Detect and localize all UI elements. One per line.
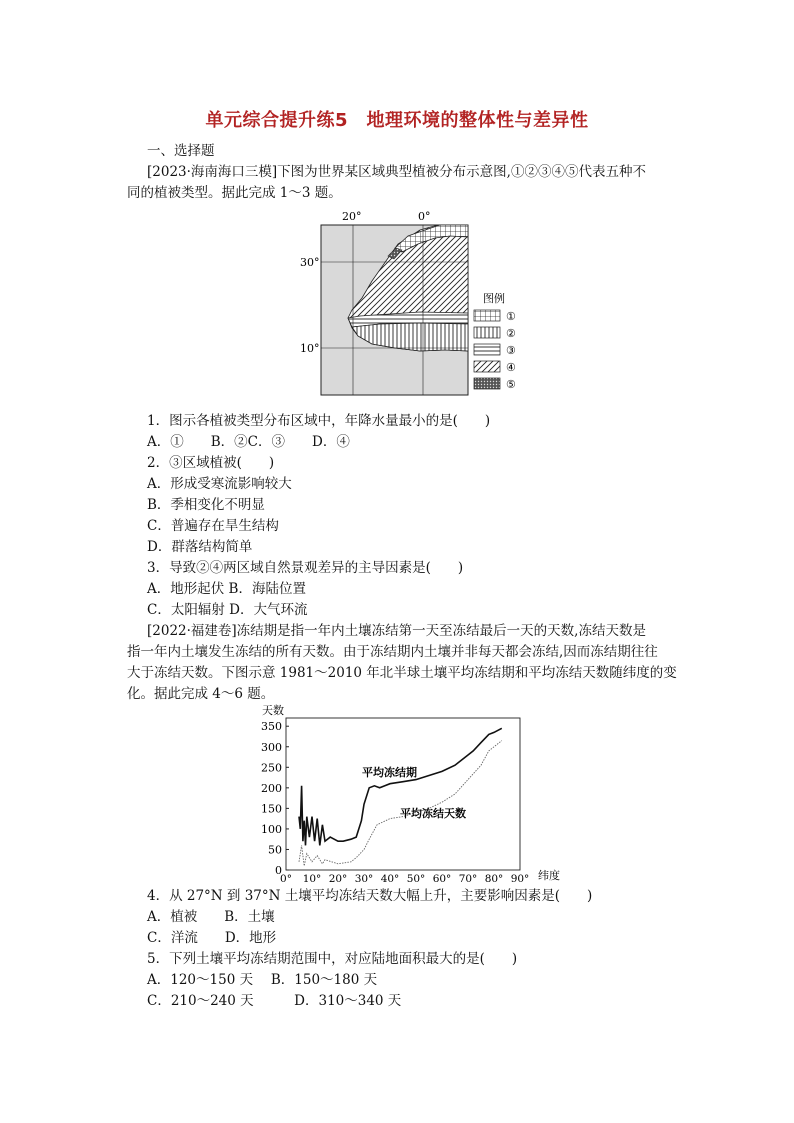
- question-1-options: A．① B．②C．③ D．④: [147, 434, 350, 450]
- x-tick-label: 30°: [354, 873, 374, 885]
- question-5-options-cd: C．210～240 天 D．310～340 天: [147, 993, 402, 1009]
- y-tick-label: 200: [261, 781, 282, 795]
- question-4: 4．从 27°N 到 37°N 土壤平均冻结天数大幅上升，主要影响因素是( ): [147, 888, 593, 904]
- intro-2-line-1: [2022·福建卷]冻结期是指一年内土壤冻结第一天至冻结最后一天的天数,冻结天数是: [147, 623, 646, 639]
- intro-1-line-1: [2023·海南海口三模]下图为世界某区域典型植被分布示意图,①②③④⑤代表五种不: [147, 164, 646, 180]
- lat-label-10: 10°: [300, 342, 320, 355]
- y-tick-label: 50: [268, 843, 282, 857]
- x-tick-label: 70°: [458, 873, 478, 885]
- legend-item-3: ③: [506, 344, 516, 357]
- section-heading: 一、选择题: [147, 143, 215, 159]
- question-5: 5．下列土壤平均冻结期范围中，对应陆地面积最大的是( ): [147, 951, 518, 967]
- y-tick-label: 0: [275, 864, 282, 877]
- intro-1-line-2: 同的植被类型。据此完成 1～3 题。: [127, 185, 342, 201]
- question-3: 3．导致②④两区域自然景观差异的主导因素是( ): [147, 560, 464, 576]
- question-3-options-cd: C．太阳辐射 D．大气环流: [147, 602, 308, 618]
- legend-title: 图例: [483, 292, 505, 305]
- x-tick-label: 60°: [432, 873, 452, 885]
- question-2-option-c: C．普遍存在旱生结构: [147, 518, 279, 534]
- question-4-options-ab: A．植被 B．土壤: [147, 909, 275, 925]
- x-tick-label: 40°: [380, 873, 400, 885]
- x-tick-label: 0°: [280, 873, 292, 885]
- series-line-days: [299, 741, 502, 866]
- question-1: 1．图示各植被类型分布区域中，年降水量最小的是( ): [147, 413, 491, 429]
- x-tick-label: 50°: [406, 873, 426, 885]
- intro-2-line-2: 指一年内土壤发生冻结的所有天数。由于冻结期内土壤并非每天都会冻结,因而冻结期往往: [127, 644, 658, 660]
- question-2-option-b: B．季相变化不明显: [147, 497, 265, 513]
- question-2: 2．③区域植被( ): [147, 455, 275, 471]
- lon-label-20: 20°: [342, 210, 362, 223]
- intro-2-line-4: 化。据此完成 4～6 题。: [127, 686, 275, 702]
- y-tick-label: 350: [261, 720, 282, 734]
- series-line-period: [299, 728, 502, 845]
- y-tick-label: 150: [261, 802, 282, 816]
- x-tick-label: 10°: [302, 873, 322, 885]
- frost-chart: [250, 700, 580, 885]
- question-4-options-cd: C．洋流 D．地形: [147, 930, 277, 946]
- intro-2-line-3: 大于冻结天数。下图示意 1981～2010 年北半球土壤平均冻结期和平均冻结天数随纬度的变: [127, 665, 677, 681]
- legend-series-period: 平均冻结期: [362, 766, 417, 779]
- vegetation-map: [300, 206, 540, 398]
- legend-series-days: 平均冻结天数: [400, 807, 466, 820]
- legend-item-2: ②: [506, 327, 516, 340]
- y-tick-label: 300: [261, 740, 282, 754]
- lon-label-0: 0°: [418, 210, 431, 223]
- legend-item-1: ①: [506, 310, 516, 323]
- legend-item-5: ⑤: [506, 378, 516, 391]
- question-2-option-a: A．形成受寒流影响较大: [147, 476, 292, 492]
- y-tick-label: 100: [261, 822, 282, 836]
- x-tick-label: 20°: [328, 873, 348, 885]
- question-5-options-ab: A．120～150 天 B．150～180 天: [147, 972, 378, 988]
- lat-label-30: 30°: [300, 256, 320, 269]
- chart-ylabel: 天数: [262, 704, 284, 717]
- chart-xlabel: 纬度: [538, 869, 560, 882]
- x-tick-label: 80°: [484, 873, 504, 885]
- page-title: 单元综合提升练5 地理环境的整体性与差异性: [205, 110, 589, 131]
- legend-item-4: ④: [506, 361, 516, 374]
- question-3-options-ab: A．地形起伏 B．海陆位置: [147, 581, 306, 597]
- x-tick-label: 90°: [510, 873, 530, 885]
- question-2-option-d: D．群落结构简单: [147, 539, 253, 555]
- y-tick-label: 250: [261, 761, 282, 775]
